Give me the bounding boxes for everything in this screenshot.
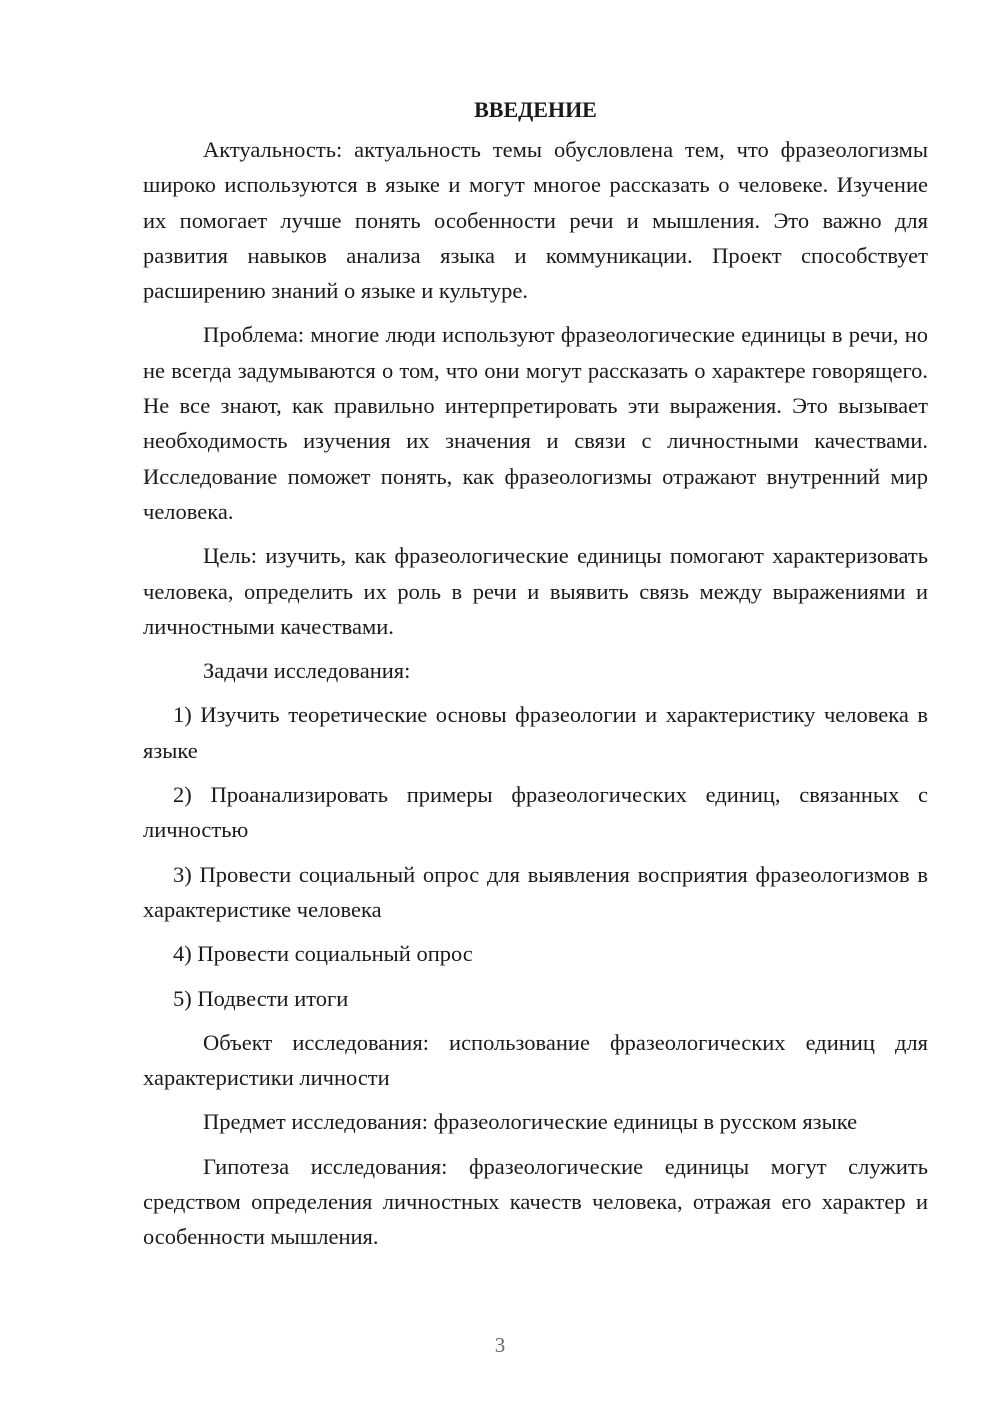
- task-item: 3) Провести социальный опрос для выявления восприятия фразеологизмов в характеристике человека: [143, 861, 928, 922]
- task-item: 5) Подвести итоги: [173, 985, 349, 1011]
- page-number: 3: [494, 1333, 506, 1357]
- task-item: 4) Провести социальный опрос: [173, 941, 473, 967]
- page-title: ВВЕДЕНИЕ: [474, 97, 597, 122]
- object-paragraph: Объект исследования: использование фразеологических единиц для характеристики личности: [143, 1029, 928, 1091]
- document-page: [143, 95, 928, 1255]
- goal-paragraph: Цель: изучить, как фразеологические единицы помогают характеризовать человека, определить их роль в речи и выявить связь между выражениями и личностными качествами.: [143, 543, 928, 639]
- problem-paragraph: Проблема: многие люди используют фразеологические единицы в речи, но не всегда задумываются о том, что они могут рассказать о характере говорящего. Не все знают, как правильно интерпретировать эти выражения. Это вызывает необходимость изучения их значения и связи с личностными качествами. Исследование поможет понять, как фразеологизмы отражают внутренний мир человека.: [143, 322, 928, 524]
- subject-paragraph: Предмет исследования: фразеологические единицы в русском языке: [203, 1109, 858, 1135]
- relevance-paragraph: Актуальность: актуальность темы обусловлена тем, что фразеологизмы широко используются в языке и могут многое рассказать о человеке. Изучение их помогает лучше понять особенности речи и мышления. Это важно для развития навыков анализа языка и коммуникации. Проект способствует расширению знаний о языке и культуре.: [143, 137, 928, 304]
- task-item: 1) Изучить теоретические основы фразеологии и характеристику человека в языке: [143, 702, 928, 763]
- tasks-heading: Задачи исследования:: [203, 658, 411, 684]
- task-item: 2) Проанализировать примеры фразеологических единиц, связанных с личностью: [143, 782, 928, 843]
- hypothesis-paragraph: Гипотеза исследования: фразеологические единицы могут служить средством определения личностных качеств человека, отражая его характер и особенности мышления.: [143, 1153, 928, 1250]
